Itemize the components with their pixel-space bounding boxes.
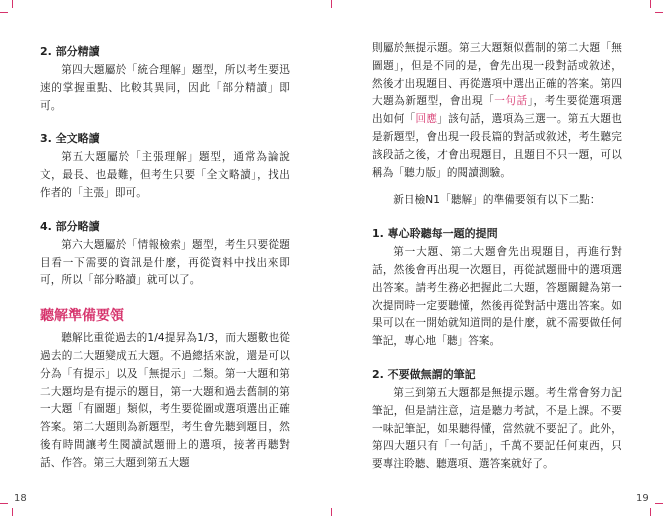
continued-text-1: 則屬於無提示題。第三大題類似舊制的第二大題「無圖題」，但是不同的是，會先出現一段對話或敘述，然後才出現題目、再從選項中選出正確的答案。第四大題為新題型，會出現「 bbox=[372, 42, 622, 108]
crop-mark-bottom-right-v bbox=[650, 508, 651, 516]
section-body-4: 第六大題屬於「情報檢索」題型，考生只要從題目看一下需要的資訊是什麼，再從資料中找出來即可，所以「部分略讀」就可以了。 bbox=[40, 238, 290, 287]
listening-body: 聽解比重從過去的1/4提昇為1/3，而大題數也從過去的二大題變成五大題。不過總括來說，還是可以分為「有提示」以及「無提示」二類。第一大題和第二大題均是有提示的題目，第一大題和過去舊制的第一大題「有圖題」類似，考生要從圖或選項選出正確答案。第二大題則為新題型，考生會先聽到題目，然後有時間讓考生閱讀試題冊上的選項，接著再聽對話、作答。第三大題到第五大題 bbox=[40, 332, 290, 469]
crop-mark-bottom-left-v bbox=[12, 508, 13, 516]
intro-paragraph: 新日檢N1「聽解」的準備要領有以下二點： bbox=[393, 194, 601, 207]
spine-mark-top bbox=[331, 0, 332, 8]
point-body-1: 第一大題、第二大題會先出現題目，再進行對話，然後會再出現一次題目，再從試題冊中的選項選出答案。請考生務必把握此二大題，答題關鍵為第一次提問時一定要聽懂，然後再從對話中選出答案。如果可以在一開始就知道問的是什麼，就不需要做任何筆記，專心地「聽」答案。 bbox=[372, 246, 622, 348]
left-page bbox=[40, 40, 290, 473]
crop-mark-bottom-left-h bbox=[0, 503, 8, 504]
right-page bbox=[372, 40, 622, 474]
highlight-response: 回應 bbox=[415, 113, 438, 126]
crop-mark-top-left-v bbox=[12, 0, 13, 8]
continued-paragraph bbox=[372, 40, 622, 182]
spine-mark-bottom bbox=[331, 508, 332, 516]
crop-mark-bottom-right-h bbox=[655, 503, 663, 504]
crop-mark-top-right-v bbox=[650, 0, 651, 8]
section-body-2: 第四大題屬於「統合理解」題型，所以考生要迅速的掌握重點、比較其異同，因此「部分精讀」即可。 bbox=[40, 64, 290, 112]
point-heading-1: 1. 專心聆聽每一題的提問 bbox=[372, 227, 498, 241]
section-heading-2: 2. 部分精讀 bbox=[40, 45, 100, 58]
crop-mark-top-right-h bbox=[655, 12, 663, 13]
continued-text-2: 」，考生要從選項選出如何「 bbox=[372, 95, 622, 126]
point-body-2: 第三到第五大題都是無提示題。考生常會努力記筆記，但是請注意，這是聽力考試，不是上課。不要一味記筆記，如果聽得懂，當然就不要記了。此外，第四大題只有「一句話」，千萬不要記任何東西，只要專注聆聽、聽選項、選答案就好了。 bbox=[372, 386, 622, 471]
continued-text-3: 」該句話，選項為三選一。第五大題也是新題型，會出現一段長篇的對話或敘述，考生聽完該段話之後，才會出現題目，且題目不只一題，可以稱為「聽力版」的閱讀測驗。 bbox=[372, 113, 623, 179]
point-heading-2: 2. 不要做無謂的筆記 bbox=[372, 367, 476, 381]
page-number-left: 18 bbox=[14, 493, 27, 504]
section-body-3: 第五大題屬於「主張理解」題型，通常為論說文，最長、也最難，但考生只要「全文略讀」，找出作者的「主張」即可。 bbox=[40, 151, 290, 199]
crop-mark-top-left-h bbox=[0, 12, 8, 13]
section-heading-3: 3. 全文略讀 bbox=[40, 132, 100, 146]
section-heading-4: 4. 部分略讀 bbox=[40, 219, 100, 233]
page-number-right: 19 bbox=[636, 493, 649, 504]
listening-heading: 聽解準備要領 bbox=[40, 308, 124, 325]
highlight-one-sentence: 一句話 bbox=[494, 95, 528, 108]
